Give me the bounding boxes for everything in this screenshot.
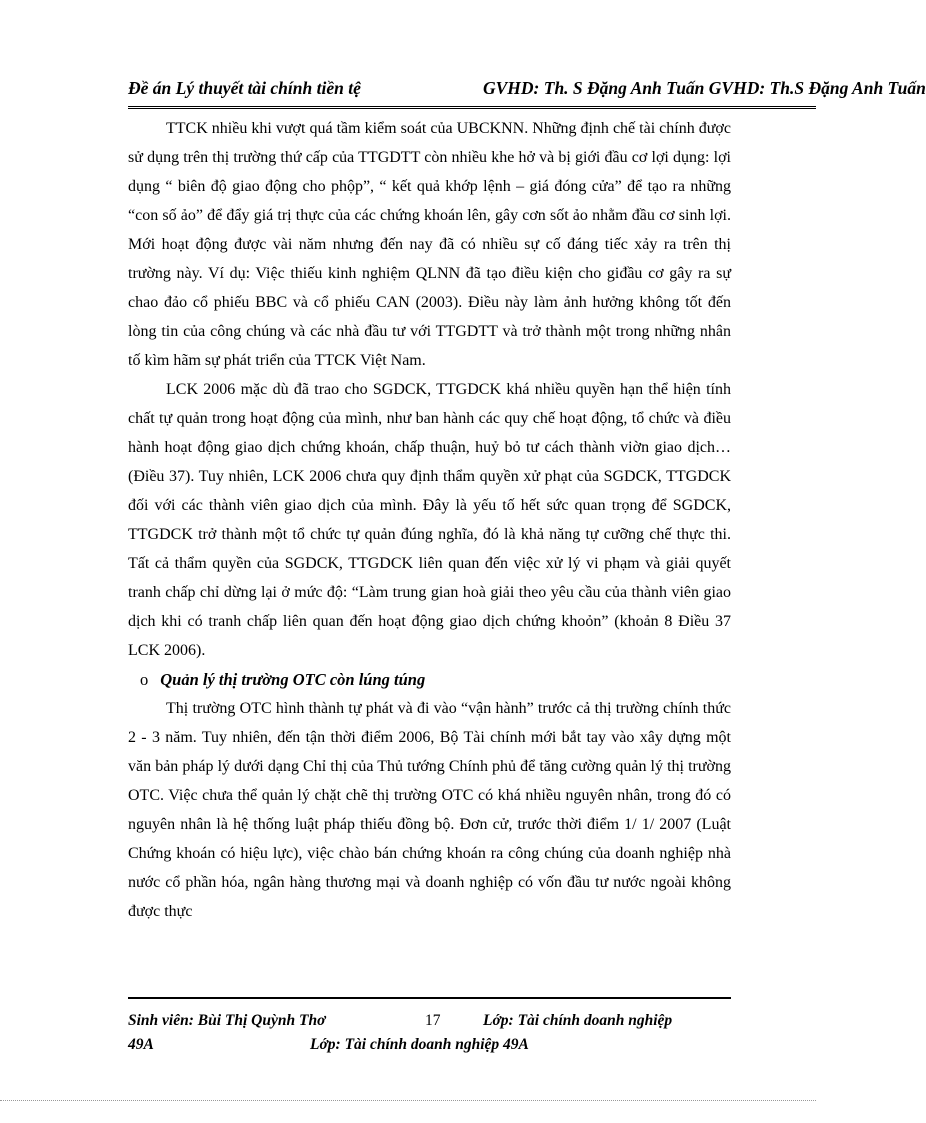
page-footer xyxy=(128,997,731,1057)
footer-student-name: Sinh viên: Bùi Thị Quỳnh Thơ xyxy=(128,1012,326,1029)
footer-class-repeat: Lớp: Tài chính doanh nghiệp 49A xyxy=(310,1036,529,1053)
body-paragraph-2: LCK 2006 mặc dù đã trao cho SGDCK, TTGDCK khá nhiều quyền hạn thể hiện tính chất tự quản trong hoạt động của mình, như ban hành các quy chế hoạt động, tổ chức và điều hành hoạt động giao dịch chứng khoán, chấp thuận, huỷ bỏ tư cách thành viờn giao dịch… (Điều 37). Tuy nhiên, LCK 2006 chưa quy định thẩm quyền xử phạt của SGDCK, TTGDCK đối với các thành viên giao dịch của mình. Đây là yếu tố hết sức quan trọng để SGDCK, TTGDCK trở thành một tổ chức tự quản đúng nghĩa, đó là khả năng tự cưỡng chế thực thi. Tất cả thẩm quyền của SGDCK, TTGDCK liên quan đến việc xử lý vi phạm và giải quyết tranh chấp chỉ dừng lại ở mức độ: “Làm trung gian hoà giải theo yêu cầu của thành viên giao dịch khi có tranh chấp liên quan đến hoạt động giao dịch chứng khoỏn” (khoản 8 Điều 37 LCK 2006). xyxy=(128,381,731,659)
page-bottom-divider xyxy=(0,1100,816,1101)
bullet-icon: o xyxy=(140,670,149,689)
subheading-text: Quản lý thị trường OTC còn lúng túng xyxy=(160,670,426,689)
body-paragraph-3: Thị trường OTC hình thành tự phát và đi vào “vận hành” trước cả thị trường chính thức 2 - 3 năm. Tuy nhiên, đến tận thời điểm 2006, Bộ Tài chính mới bắt tay vào xây dựng một văn bản pháp lý dưới dạng Chỉ thị của Thủ tướng Chính phủ để tăng cường quản lý thị trường OTC. Việc chưa thể quản lý chặt chẽ thị trường OTC có khá nhiều nguyên nhân, trong đó có nguyên nhân là hệ thống luật pháp thiếu đồng bộ. Đơn cử, trước thời điểm 1/ 1/ 2007 (Luật Chứng khoán có hiệu lực), việc chào bán chứng khoán ra công chúng của doanh nghiệp nhà nước cổ phần hóa, ngân hàng thương mại và doanh nghiệp có vốn đầu tư nước ngoài không được thực xyxy=(128,700,731,920)
section-subheading xyxy=(128,665,731,694)
body-paragraph-1: TTCK nhiều khi vượt quá tầm kiểm soát của UBCKNN. Những định chế tài chính được sử dụng trên thị trường thứ cấp của TTGDTT còn nhiều khe hở và bị giới đầu cơ lợi dụng: lợi dụng “ biên độ giao động cho phộp”, “ kết quả khớp lệnh – giá đóng cửa” để tạo ra những “con số ảo” để đẩy giá trị thực của các chứng khoán lên, gây cơn sốt ảo nhằm đầu cơ sinh lợi. Mới hoạt động được vài năm nhưng đến nay đã có nhiều sự cố đáng tiếc xảy ra trên thị trường này. Ví dụ: Việc thiếu kinh nghiệm QLNN đã tạo điều kiện cho giđầu cơ gây ra sự chao đảo cổ phiếu BBC và cổ phiếu CAN (2003). Điều này làm ảnh hưởng không tốt đến lòng tin của công chúng và các nhà đầu tư với TTGDTT và trở thành một trong những nhân tố kìm hãm sự phát triển của TTCK Việt Nam. xyxy=(128,120,731,369)
page-number: 17 xyxy=(425,1012,441,1029)
header-course-title: Đề án Lý thuyết tài chính tiền tệ xyxy=(128,78,361,98)
footer-class-suffix: 49A xyxy=(128,1036,154,1053)
header-supervisor: GVHD: Th. S Đặng Anh Tuấn GVHD: Th.S Đặng Anh Tuấn xyxy=(483,78,926,98)
footer-class: Lớp: Tài chính doanh nghiệp xyxy=(483,1012,673,1029)
document-body xyxy=(128,114,731,926)
page-header xyxy=(128,66,926,109)
